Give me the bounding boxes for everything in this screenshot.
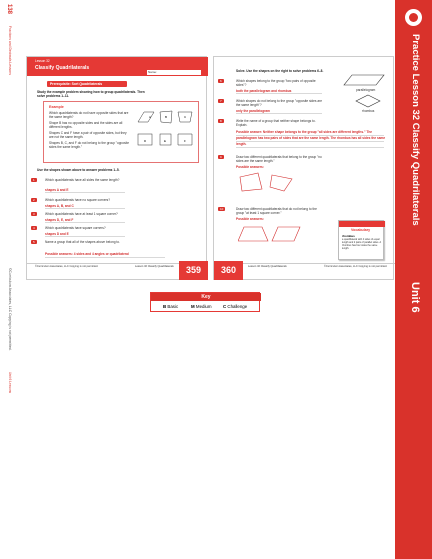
key-item-challenge xyxy=(223,304,247,309)
lesson-icon xyxy=(405,9,422,26)
problem-5 xyxy=(31,240,201,262)
margin-chapter: Fractions and Decimals Lessons xyxy=(8,26,12,75)
problem-answer[interactable]: shapes D and E xyxy=(45,232,69,236)
key-label: Medium xyxy=(195,304,212,309)
parallelogram-label: parallelogram xyxy=(356,88,376,92)
label-e: E xyxy=(164,139,167,143)
problem-9 xyxy=(218,155,388,195)
problem-num: 1 xyxy=(33,178,35,182)
rhombus-label: rhombus xyxy=(362,109,375,113)
problem-answer[interactable]: Possible answers: 4 sides and 4 angles or quadrilateral xyxy=(45,252,129,256)
problem-answer[interactable]: Possible answers: xyxy=(236,217,264,221)
problem-text: Which shapes do not belong to the group "opposite sides are the same length"? xyxy=(236,99,323,107)
problem-num: 5 xyxy=(33,240,35,244)
shape-a xyxy=(138,112,154,122)
name-field[interactable] xyxy=(147,70,201,75)
problem-answer[interactable]: Possible answers: xyxy=(236,165,264,169)
example-q3: Shapes C and F have a pair of opposite sides, but they are not the same length. xyxy=(49,131,127,139)
margin-copyright: ©Curriculum Associates, LLC Copying is not permitted. xyxy=(8,268,12,351)
key-title: Key xyxy=(151,293,261,301)
problem-num: 8 xyxy=(220,119,222,123)
key-label: Basic xyxy=(167,304,179,309)
vocab-term: rhombus xyxy=(342,234,355,238)
problem-text: Which quadrilaterals have all sides the same length? xyxy=(45,178,120,182)
example-heading: Example xyxy=(49,105,64,109)
page-title: Classify Quadrilaterals xyxy=(35,65,90,71)
problem-text: Which quadrilaterals have no square corners? xyxy=(45,198,111,202)
margin-page-number: 138 xyxy=(6,4,12,15)
parallelogram-shape xyxy=(344,75,384,85)
problem-1 xyxy=(31,178,201,198)
problem-text: Draw two different quadrilaterals that do not belong to the group "at least 1 square corner." xyxy=(236,207,317,215)
problem-4 xyxy=(31,226,201,240)
right-page-number: 360 xyxy=(214,261,243,280)
problem-3 xyxy=(31,212,201,226)
key-label: Challenge xyxy=(227,304,248,309)
problem-answer[interactable]: shapes A, B, and C xyxy=(45,204,74,208)
band-title: Practice Lesson 32 Classify Quadrilaterals xyxy=(410,34,421,226)
problem-num: 6 xyxy=(220,79,222,83)
right-intro: Solve. Use the shapes on the right to solve problems 6–8. xyxy=(236,69,324,73)
problem-text: Name a group that all of the shapes above belong to. xyxy=(45,240,120,244)
key-letter: M xyxy=(191,304,195,309)
vocab-def: a quadrilateral with 4 sides of equal length and 2 pairs of parallel sides. A rhombus has four sides the same length. xyxy=(342,238,381,250)
key-box xyxy=(150,292,260,312)
key-letter: B xyxy=(163,304,167,309)
example-q4: Shapes B, C, and F do not belong to the group "opposite sides the same length." xyxy=(49,141,129,149)
section-label-text: Prerequisite: Sort Quadrilaterals xyxy=(50,82,103,86)
name-label: Name: xyxy=(148,70,157,74)
problem-2 xyxy=(31,198,201,212)
example-q1: Which quadrilaterals do not have opposite sides that are the same length? xyxy=(49,111,129,119)
section-label xyxy=(47,81,127,87)
left-footer-left: ©Curriculum Associates, LLC Copying is not permitted. xyxy=(35,265,99,268)
left-header xyxy=(27,57,208,76)
problem-9-drawings xyxy=(238,171,308,193)
left-page xyxy=(26,56,207,280)
label-d: D xyxy=(144,139,147,143)
right-page xyxy=(213,56,394,280)
right-footer-right: ©Curriculum Associates, LLC Copying is not permitted. xyxy=(324,265,388,268)
problem-num: 3 xyxy=(33,212,35,216)
problem-num: 4 xyxy=(33,226,35,230)
problem-answer[interactable]: only the parallelogram xyxy=(236,109,271,113)
problem-text: Which quadrilaterals have square corners? xyxy=(45,226,106,230)
rhombus-shape xyxy=(356,95,380,107)
left-problems xyxy=(31,178,201,262)
problem-num: 7 xyxy=(220,99,222,103)
problem-num: 10 xyxy=(220,207,224,211)
left-page-number: 359 xyxy=(179,261,208,280)
key-letter: C xyxy=(223,304,227,309)
vocab-heading: Vocabulary xyxy=(351,228,371,232)
problem-num: 9 xyxy=(220,155,222,159)
example-box xyxy=(43,101,199,163)
problem-text: Which shapes belong to the group "two pairs of opposite sides"? xyxy=(236,79,316,87)
key-item-medium xyxy=(191,304,212,309)
key-item-basic xyxy=(163,304,178,309)
label-f: F xyxy=(184,139,186,143)
problem-text: Write the name of a group that neither shape belongs to. Explain. xyxy=(236,119,316,127)
problem-text: Draw two different quadrilaterals that belong to the group "no sides are the same length." xyxy=(236,155,322,163)
problem-text: Which quadrilaterals have at least 1 square corner? xyxy=(45,212,118,216)
use-shapes-text: Use the shapes shown above to answer problems 1–5. xyxy=(37,168,120,172)
margin-unit-tag: Unit 6 Lessons xyxy=(8,372,12,394)
vocabulary-note xyxy=(338,220,384,260)
example-shapes xyxy=(134,106,196,156)
band-unit: Unit 6 xyxy=(409,282,421,313)
problem-answer[interactable]: shapes D, E, and F xyxy=(45,218,74,222)
left-footer-right: Lesson 32 Classify Quadrilaterals xyxy=(135,265,174,268)
unit-band xyxy=(395,0,432,559)
example-q2: Shape B has no opposite sides and the sides are all different lengths. xyxy=(49,121,123,129)
right-footer-left: Lesson 32 Classify Quadrilaterals xyxy=(248,265,287,268)
label-c: C xyxy=(184,115,187,119)
problem-num: 2 xyxy=(33,198,35,202)
left-margin xyxy=(0,0,14,559)
problem-10-drawings xyxy=(238,225,308,245)
lesson-tag: Lesson 32 xyxy=(35,59,50,63)
intro-text: Study the example problem showing how to group quadrilaterals. Then solve problems 1–11. xyxy=(37,90,145,98)
label-a: A xyxy=(149,115,152,119)
label-b: B xyxy=(165,115,168,119)
problem-answer[interactable]: both the parallelogram and rhombus xyxy=(236,89,292,93)
problem-answer[interactable]: shapes A and E xyxy=(45,188,69,192)
problem-answer[interactable]: Possible answer: Neither shape belongs to the group "all sides are different lengths." The parallelogram has two pairs of sides that are the same length. The rhombus has all sides the same length. xyxy=(236,130,386,146)
